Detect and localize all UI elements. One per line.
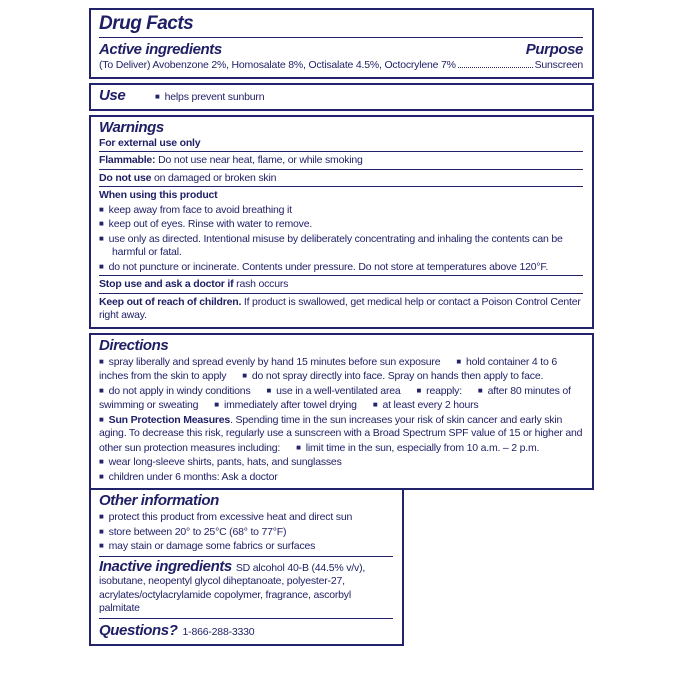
divider xyxy=(99,186,583,187)
drug-facts-title: Drug Facts xyxy=(99,13,194,34)
warning-bullet-item: ■ use only as directed. Intentional misuse by deliberately concentrating and inhaling the contents can be harmful or fatal. xyxy=(99,232,563,258)
purpose-heading: Purpose xyxy=(525,41,583,58)
use-box xyxy=(89,83,594,111)
dotted-leader xyxy=(458,67,533,68)
questions-section xyxy=(99,622,393,640)
divider xyxy=(99,37,583,38)
drug-facts-label xyxy=(89,8,594,646)
directions-block: ■ wear long-sleeve shirts, pants, hats, and sunglasses xyxy=(99,456,342,468)
divider xyxy=(99,275,583,276)
directions-block: ■ Sun Protection Measures. Spending time in the sun increases your risk of skin cancer and early skin aging. To decrease this risk, regularly use a sunscreen with a Broad Spectrum SPF value of 15 or higher and other sun protection measures including: ■ limit time in the sun, especially from 10 a.m. – 2 p.m. xyxy=(99,413,583,454)
directions-block: ■ children under 6 months: Ask a doctor xyxy=(99,470,278,483)
other-information-heading: Other information xyxy=(99,492,219,509)
bottom-info-box xyxy=(89,488,404,646)
use-bullet-item xyxy=(155,90,264,105)
other-bullet-item: ■ store between 20° to 25°C (68° to 77°F) xyxy=(99,525,287,538)
warning-bullet-item: ■ keep away from face to avoid breathing it xyxy=(99,203,292,216)
divider xyxy=(99,151,583,152)
bullet-square-icon: ■ xyxy=(99,526,104,536)
warning-bullet-item: ■ do not puncture or incinerate. Contents under pressure. Do not store at temperatures above 120°F. xyxy=(99,260,549,273)
bullet-square-icon: ■ xyxy=(99,233,104,243)
directions-block: ■ spray liberally and spread evenly by hand 15 minutes before sun exposure ■ hold container 4 to 6 inches from the skin to apply ■ do not spray directly into face. Spray on hands then apply to face. xyxy=(99,355,557,382)
use-heading: Use xyxy=(99,86,126,104)
use-text: helps prevent sunburn xyxy=(164,90,265,103)
warnings-box xyxy=(89,115,594,329)
purpose-value: Sunscreen xyxy=(534,59,583,71)
bullet-square-icon: ■ xyxy=(99,512,104,521)
inactive-ingredients-text: SD alcohol 40-B (44.5% v/v), isobutane, neopentyl glycol diheptanoate, polyester-27, acrylates/octylacrylamide copolymer, fragrance, ascorbyl palmitate xyxy=(99,561,366,614)
inactive-ingredients-heading: Inactive ingredients xyxy=(99,557,232,575)
bullet-square-icon: ■ xyxy=(99,204,104,214)
warning-bullet-item: ■ keep out of eyes. Rinse with water to remove. xyxy=(99,218,313,230)
divider xyxy=(99,169,583,170)
divider xyxy=(99,556,393,557)
other-bullet-item: ■ may stain or damage some fabrics or surfaces xyxy=(99,540,316,552)
directions-heading: Directions xyxy=(99,336,169,354)
divider xyxy=(99,618,393,619)
active-ingredients-text: (To Deliver) Avobenzone 2%, Homosalate 8%, Octisalate 4.5%, Octocrylene 7% xyxy=(99,59,456,71)
divider xyxy=(99,293,583,294)
other-bullet-item: ■ protect this product from excessive heat and direct sun xyxy=(99,511,353,523)
do-not-use-line: Do not use on damaged or broken skin xyxy=(99,171,277,184)
directions-block: ■ do not apply in windy conditions ■ use in a well-ventilated area ■ reapply: ■ after 80 minutes of swimming or sweating ■ immediately after towel drying ■ at least every 2 hours xyxy=(99,384,571,411)
external-use-line: For external use only xyxy=(99,136,201,149)
when-using-line: When using this product xyxy=(99,189,218,201)
bullet-square-icon: ■ xyxy=(99,261,104,271)
drug-facts-header-box xyxy=(89,8,594,79)
questions-phone: 1-866-288-3330 xyxy=(182,625,255,638)
active-ingredients-heading: Active ingredients xyxy=(99,41,222,58)
flammable-line: Flammable: Do not use near heat, flame, or while smoking xyxy=(99,154,363,166)
bullet-square-icon: ■ xyxy=(99,219,104,228)
bullet-square-icon: ■ xyxy=(155,91,160,101)
bullet-square-icon: ■ xyxy=(99,541,104,550)
directions-box xyxy=(89,333,594,491)
questions-heading: Questions? xyxy=(99,621,178,639)
keep-out-line: Keep out of reach of children. If product is swallowed, get medical help or contact a Poison Control Center right away. xyxy=(99,295,581,321)
active-ingredients-row xyxy=(99,59,583,73)
warnings-heading: Warnings xyxy=(99,118,164,136)
stop-use-line: Stop use and ask a doctor if rash occurs xyxy=(99,278,289,290)
inactive-ingredients-section xyxy=(99,557,393,616)
